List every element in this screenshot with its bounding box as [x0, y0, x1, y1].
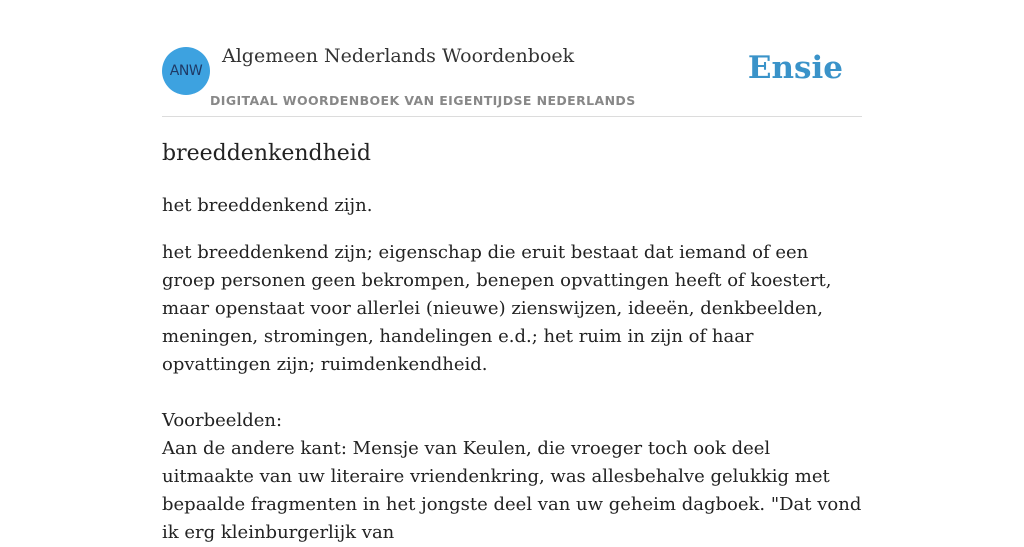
source-title[interactable]: Algemeen Nederlands Woordenboek: [222, 45, 575, 67]
examples-label: Voorbeelden:: [162, 410, 283, 431]
entry-content: [162, 138, 862, 547]
ensie-logo[interactable]: Ensie: [747, 50, 843, 86]
anw-logo[interactable]: ANW: [162, 47, 210, 95]
header: [162, 0, 862, 117]
source-subtitle: DIGITAAL WOORDENBOEK VAN EIGENTIJDSE NEDERLANDS: [210, 93, 636, 108]
long-definition: het breeddenkend zijn; eigenschap die eruit bestaat dat iemand of een groep personen geen bekrompen, benepen opvattingen heeft of koestert, maar openstaat voor allerlei (nieuwe) zienswijzen, ideeën, denkbeelden, meningen, stromingen, handelingen e.d.; het ruim in zijn of haar opvattingen zijn; ruimdenkendheid.: [162, 242, 832, 375]
example-text: Aan de andere kant: Mensje van Keulen, die vroeger toch ook deel uitmaakte van uw literaire vriendenkring, was allesbehalve gelukkig met bepaalde fragmenten in het jongste deel van uw geheim dagboek. "Dat vond ik erg kleinburgerlijk van: [162, 438, 862, 543]
short-definition: het breeddenkend zijn.: [162, 195, 373, 216]
headword: breeddenkendheid: [162, 141, 371, 166]
